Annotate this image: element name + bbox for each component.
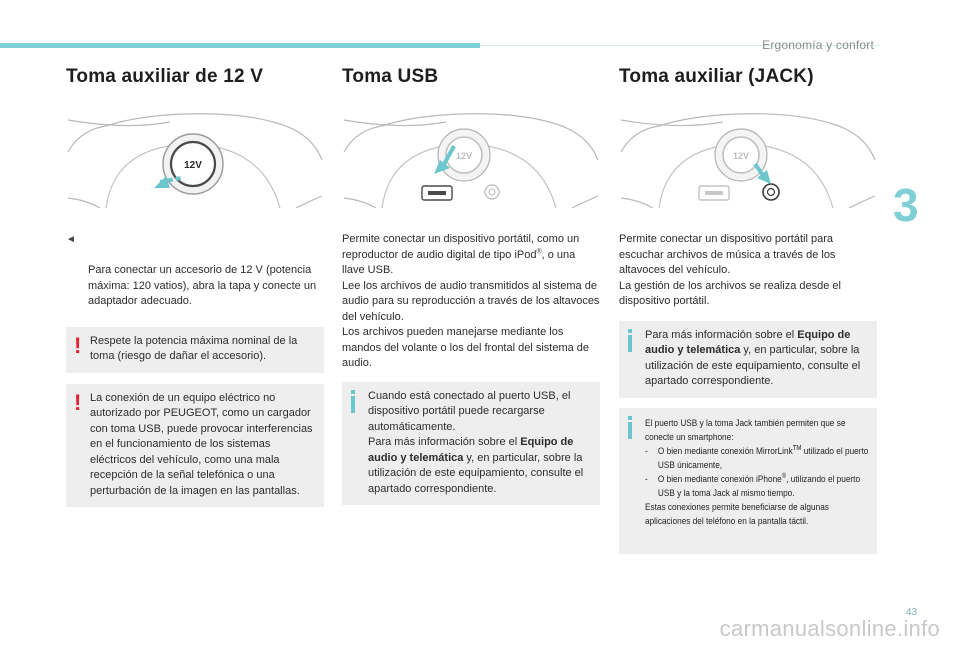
info-text-end: y, en particular, sobre la utilización de este equipamiento, consulte el apartado correspondiente. bbox=[645, 344, 861, 387]
warning-box bbox=[66, 327, 324, 373]
jack-desc-management: La gestión de los archivos se realiza desde el dispositivo portátil. bbox=[619, 279, 841, 307]
info-text: Para más información sobre el bbox=[645, 328, 798, 341]
info-text-bold: Equipo de audio y telemática bbox=[645, 328, 851, 356]
column-jack-socket bbox=[619, 66, 877, 554]
illustration-usb-port bbox=[342, 108, 600, 208]
section-heading-usb: Toma USB bbox=[342, 66, 439, 87]
section-heading-12v: Toma auxiliar de 12 V bbox=[66, 66, 264, 87]
registered-mark: ® bbox=[536, 247, 542, 255]
column-12v-socket bbox=[66, 66, 324, 507]
note-item-text-end: , utilizando el puerto USB y la toma Jack al mismo tiempo. bbox=[657, 473, 861, 499]
socket-label-12v: 12V bbox=[455, 151, 473, 161]
socket-label-12v: 12V bbox=[184, 160, 202, 171]
note-outro: Estas conexiones permite beneficiarse de algunas aplicaciones del teléfono en la pantalla táctil. bbox=[645, 501, 829, 527]
info-box bbox=[342, 382, 600, 506]
note-item-text: O bien mediante conexión MirrorLink bbox=[657, 445, 793, 457]
socket-label-12v: 12V bbox=[732, 151, 750, 161]
instruction-step-text: Para conectar un accesorio de 12 V (potencia máxima: 120 vatios), abra la tapa y conecte un adaptador adecuado. bbox=[88, 264, 317, 307]
section-heading-jack: Toma auxiliar (JACK) bbox=[619, 66, 814, 87]
usb-desc-read: Lee los archivos de audio transmitidos al sistema de audio para su reproducción a través de los altavoces del vehículo. bbox=[342, 279, 600, 323]
info-text: Para más información sobre el bbox=[368, 436, 521, 448]
info-icon bbox=[627, 329, 634, 352]
header-accent-bar bbox=[0, 43, 480, 48]
info-icon bbox=[627, 416, 634, 439]
illustration-jack-socket bbox=[619, 108, 877, 208]
note-list-item bbox=[645, 445, 870, 473]
note-list-item bbox=[645, 473, 870, 501]
registered-mark: ® bbox=[781, 472, 787, 480]
info-text-charging: Cuando está conectado al puerto USB, el dispositivo portátil puede recargarse automáticamente. bbox=[368, 389, 571, 433]
note-box bbox=[619, 408, 877, 554]
illustration-12v-socket bbox=[66, 108, 324, 208]
warning-box bbox=[66, 384, 324, 508]
page-number: 43 bbox=[906, 607, 918, 618]
column-usb-port bbox=[342, 66, 600, 505]
info-text-end: y, en particular, sobre la utilización de este equipamiento, consulte el apartado correspondiente. bbox=[368, 451, 584, 495]
warning-icon: ! bbox=[74, 389, 82, 415]
usb-desc-text-end: , o una llave USB. bbox=[342, 248, 576, 276]
warning-text: Respete la potencia máxima nominal de la toma (riesgo de dañar el accesorio). bbox=[90, 334, 298, 362]
list-dash: - bbox=[645, 473, 648, 485]
chapter-number: 3 bbox=[893, 179, 919, 231]
warning-text: La conexión de un equipo eléctrico no autorizado por PEUGEOT, como un cargador con toma USB, puede provocar interferencias en el funcionamiento de los sistemas eléctricos del vehículo, como una mala recepción de la señal telefónica o una perturbación de la imagen en las pantallas. bbox=[90, 391, 313, 497]
info-icon bbox=[350, 390, 357, 413]
usb-description bbox=[342, 232, 600, 372]
warning-icon: ! bbox=[74, 332, 82, 358]
watermark: carmanualsonline.info bbox=[719, 616, 940, 641]
note-item-text-end: utilizado el puerto USB únicamente, bbox=[657, 445, 869, 471]
jack-desc-text: Permite conectar un dispositivo portátil para escuchar archivos de música a través de los altavoces del vehículo. bbox=[619, 233, 836, 276]
jack-description bbox=[619, 232, 877, 310]
info-text-bold: Equipo de audio y telemática bbox=[368, 436, 574, 464]
section-title: Ergonomía y confort bbox=[762, 38, 874, 52]
note-intro: El puerto USB y la toma Jack también permiten que se conecte un smartphone: bbox=[645, 417, 846, 443]
instruction-step bbox=[66, 232, 324, 310]
trademark-mark: TM bbox=[792, 444, 802, 452]
list-dash: - bbox=[645, 445, 648, 457]
bullet-arrow-icon: ◄ bbox=[66, 234, 76, 245]
usb-desc-controls: Los archivos pueden manejarse mediante los mandos del volante o los del frontal del sistema de audio. bbox=[342, 326, 590, 369]
note-item-text: O bien mediante conexión iPhone bbox=[657, 473, 782, 485]
usb-desc-text: Permite conectar un dispositivo portátil, como un reproductor de audio digital de tipo iPod bbox=[342, 233, 580, 261]
info-box bbox=[619, 321, 877, 398]
